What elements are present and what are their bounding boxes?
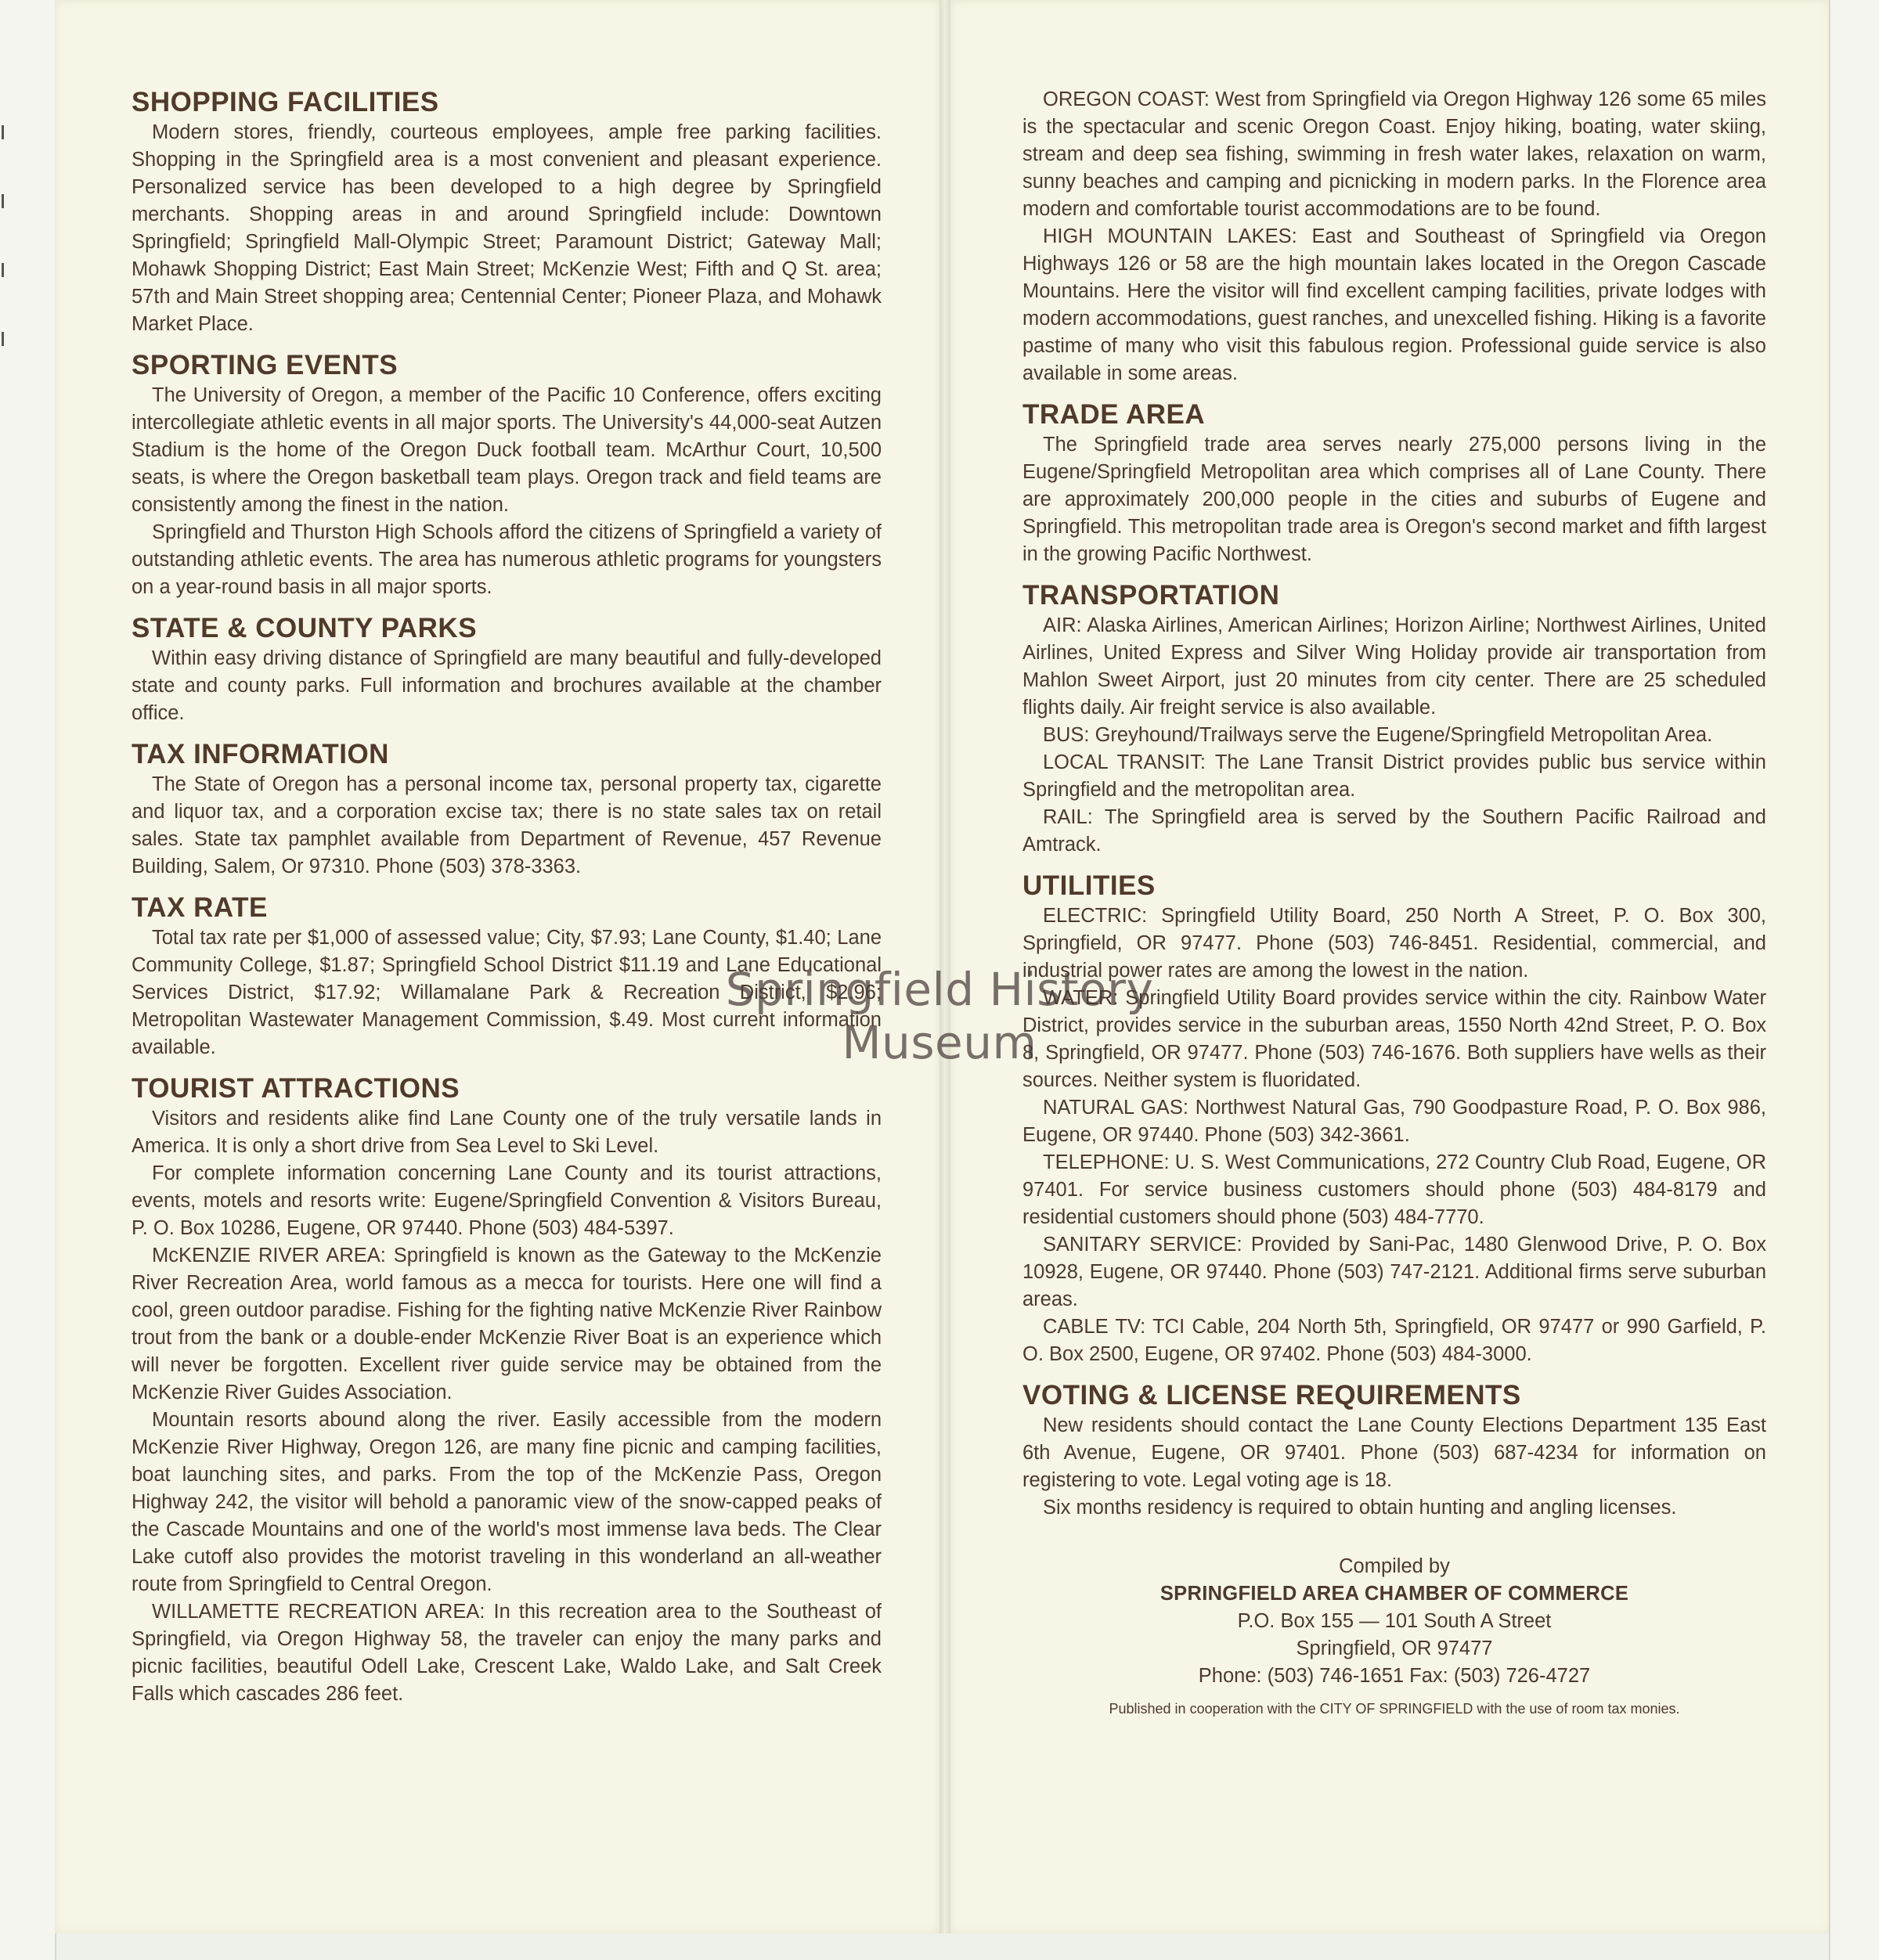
compiled-by-block [1022,1553,1766,1720]
section [1022,398,1766,568]
section-heading: TAX RATE [132,892,268,923]
section-heading: TRANSPORTATION [1022,580,1280,611]
section-paragraph: The Springfield trade area serves nearly 275,000 persons living in the Eugene/Springfield Metropolitan area which comprises all of Lane County. There are approximately 200,000 people in the cities and suburbs of Eugene and Springfield. This metropolitan trade area is Oregon's second market and fifth largest in the growing Pacific Northwest. [1022,434,1766,565]
section-paragraph: The State of Oregon has a personal income tax, personal property tax, cigarette and liquor tax, and a corporation excise tax; there is no state sales tax on retail sales. State tax pamphlet available from Department of Revenue, 457 Revenue Building, Salem, Or 97310. Phone (503) 378-3363. [132,773,882,877]
section-paragraph: SANITARY SERVICE: Provided by Sani-Pac, 1480 Glenwood Drive, P. O. Box 10928, Eugene, OR 97440. Phone (503) 747-2121. Additional firms serve suburban areas. [1022,1234,1766,1310]
museum-watermark: Springfield History Museum [725,963,1154,1069]
section-paragraph: Total tax rate per $1,000 of assessed value; City, $7.93; Lane County, $1.40; Lane Community College, $1.87; Springfield School District $11.19 and Lane Educational Services District, $17.92; Willamalane Park & Recreation District, $2.96; Metropolitan Wastewater Management Commission, $.49. Most current information available. [132,927,882,1058]
compiled-by-label: Compiled by [1339,1555,1450,1577]
section-heading: STATE & COUNTY PARKS [132,613,478,643]
section-paragraph: New residents should contact the Lane County Elections Department 135 East 6th Avenue, Eugene, OR 97401. Phone (503) 687-4234 for information on registering to vote. Legal voting age is 18. [1022,1414,1766,1491]
section [132,1072,882,1708]
section-paragraph: Visitors and residents alike find Lane County one of the truly versatile lands in America. It is only a short drive from Sea Level to Ski Level. [132,1108,882,1157]
section-heading: SHOPPING FACILITIES [132,87,439,117]
section-paragraph: AIR: Alaska Airlines, American Airlines; Horizon Airline; Northwest Airlines, United Airlines, United Express and Silver Wing Holiday provide air transportation from Mahlon Sweet Airport, just 20 minutes from city center. There are 25 scheduled flights daily. Air freight service is also available. [1022,614,1766,719]
section [132,892,882,1061]
center-fold [940,0,950,1933]
section-paragraph: HIGH MOUNTAIN LAKES: East and Southeast of Springfield via Oregon Highways 126 or 58 are the high mountain lakes located in the Oregon Cascade Mountains. Here the visitor will find excellent camping facilities, private lodges with modern accommodations, guest ranches, and unexcelled fishing. Hiking is a favorite pastime of many who visit this fabulous region. Professional guide service is also available in some areas. [1022,225,1766,384]
right-sections [1022,86,1766,1522]
section-paragraph: Mountain resorts abound along the river. Easily accessible from the modern McKenzie River Highway, Oregon 126, are many fine picnic and camping facilities, boat launching sites, and parks. From the top of the McKenzie Pass, Oregon Highway 242, the visitor will behold a panoramic view of the snow-capped peaks of the Cascade Mountains and one of the world's most immense lava beds. The Clear Lake cutoff also provides the motorist traveling in this wonderland an all-weather route from Springfield to Central Oregon. [132,1409,882,1595]
chamber-phone: Phone: (503) 746-1651 Fax: (503) 726-4727 [1198,1665,1591,1687]
section-paragraph: Modern stores, friendly, courteous employees, ample free parking facilities. Shopping in the Springfield area is a most convenient and pleasant experience. Personalized service has been developed to a high degree by Springfield merchants. Shopping areas in and around Springfield include: Downtown Springfield; Springfield Mall-Olympic Street; Paramount District; Gateway Mall; Mohawk Shopping District; East Main Street; McKenzie West; Fifth and Q St. area; 57th and Main Street shopping area; Centennial Center; Pioneer Plaza, and Mohawk Market Place. [132,121,882,335]
section [132,738,882,881]
section-paragraph: The University of Oregon, a member of the Pacific 10 Conference, offers exciting intercollegiate athletic events in all major sports. The University's 44,000-seat Autzen Stadium is the home of the Oregon Duck football team. McArthur Court, 10,500 seats, is where the Oregon basketball team plays. Oregon track and field teams are consistently among the finest in the nation. [132,384,882,516]
section-heading: VOTING & LICENSE REQUIREMENTS [1022,1380,1521,1411]
section-paragraph: CABLE TV: TCI Cable, 204 North 5th, Springfield, OR 97477 or 990 Garfield, P. O. Box 2500, Eugene, OR 97402. Phone (503) 484-3000. [1022,1316,1766,1365]
chamber-name: SPRINGFIELD AREA CHAMBER OF COMMERCE [1159,1583,1629,1605]
left-page-edge [0,0,56,1960]
section-heading: SPORTING EVENTS [132,350,399,380]
section-paragraph: TELEPHONE: U. S. West Communications, 272 Country Club Road, Eugene, OR 97401. For service business customers should phone (503) 484-8179 and residential customers should phone (503) 484-7770. [1022,1151,1766,1228]
section-paragraph: Six months residency is required to obtain hunting and angling licenses. [1043,1497,1677,1519]
section-paragraph: WATER: Springfield Utility Board provides service within the city. Rainbow Water District, provides service in the suburban areas, 1550 North 42nd Street, P. O. Box 8, Springfield, OR 97477. Phone (503) 746-1676. Both suppliers have wells as their sources. Neither system is fluoridated. [1022,987,1766,1091]
section [132,86,882,338]
section-heading: UTILITIES [1022,870,1156,901]
section-paragraph: LOCAL TRANSIT: The Lane Transit District provides public bus service within Springfield and the metropolitan area. [1022,751,1766,801]
right-page-edge [1829,0,1879,1960]
section [1022,870,1766,1368]
section-paragraph: NATURAL GAS: Northwest Natural Gas, 790 Goodpasture Road, P. O. Box 986, Eugene, OR 97440. Phone (503) 342-3661. [1022,1097,1766,1146]
section-paragraph: Springfield and Thurston High Schools afford the citizens of Springfield a variety of outstanding athletic events. The area has numerous athletic programs for youngsters on a year-round basis in all major sports. [132,521,882,598]
section-paragraph: OREGON COAST: West from Springfield via Oregon Highway 126 some 65 miles is the spectacular and scenic Oregon Coast. Enjoy hiking, boating, water skiing, stream and deep sea fishing, swimming in fresh water lakes, relaxation on warm, sunny beaches and camping and picnicking in modern parks. In the Florence area modern and comfortable tourist accommodations are to be found. [1022,88,1766,220]
section [1022,86,1766,387]
section-heading: TAX INFORMATION [132,739,389,769]
section-paragraph: ELECTRIC: Springfield Utility Board, 250 North A Street, P. O. Box 300, Springfield, OR 97477. Phone (503) 746-8451. Residential, commercial, and industrial power rates are among the lowest in the nation. [1022,905,1766,982]
chamber-city: Springfield, OR 97477 [1296,1638,1493,1659]
publication-note: Published in cooperation with the CITY OF SPRINGFIELD with the use of room tax monies. [1109,1701,1680,1717]
section-paragraph: McKENZIE RIVER AREA: Springfield is known as the Gateway to the McKenzie River Recreation Area, world famous as a mecca for tourists. Here one will find a cool, green outdoor paradise. Fishing for the fighting native McKenzie River Rainbow trout from the bank or a double-ender McKenzie River Boat is an experience which will never be forgotten. Excellent river guide service may be obtained from the McKenzie River Guides Association. [132,1245,882,1403]
section-paragraph: WILLAMETTE RECREATION AREA: In this recreation area to the Southeast of Springfield, via Oregon Highway 58, the traveler can enjoy the many parks and picnic facilities, beautiful Odell Lake, Crescent Lake, Waldo Lake, and Salt Creek Falls which cascades 286 feet. [132,1601,882,1705]
section-paragraph: For complete information concerning Lane County and its tourist attractions, events, motels and resorts write: Eugene/Springfield Convention & Visitors Bureau, P. O. Box 10286, Eugene, OR 97440. Phone (503) 484-5397. [132,1162,882,1239]
right-column [1022,86,1766,1720]
section-heading: TOURIST ATTRACTIONS [132,1073,460,1104]
section [1022,579,1766,859]
section [132,612,882,727]
chamber-address: P.O. Box 155 — 101 South A Street [1237,1610,1552,1632]
section-paragraph: BUS: Greyhound/Trailways serve the Eugene/Springfield Metropolitan Area. [1043,724,1713,746]
section-heading: TRADE AREA [1022,399,1206,430]
section-paragraph: Within easy driving distance of Springfield are many beautiful and fully-developed state and county parks. Full information and brochures available at the chamber office. [132,647,882,724]
section [132,349,882,601]
section [1022,1379,1766,1522]
left-column [132,86,882,1719]
binding-marks [0,125,6,401]
section-paragraph: RAIL: The Springfield area is served by the Southern Pacific Railroad and Amtrack. [1022,806,1766,856]
